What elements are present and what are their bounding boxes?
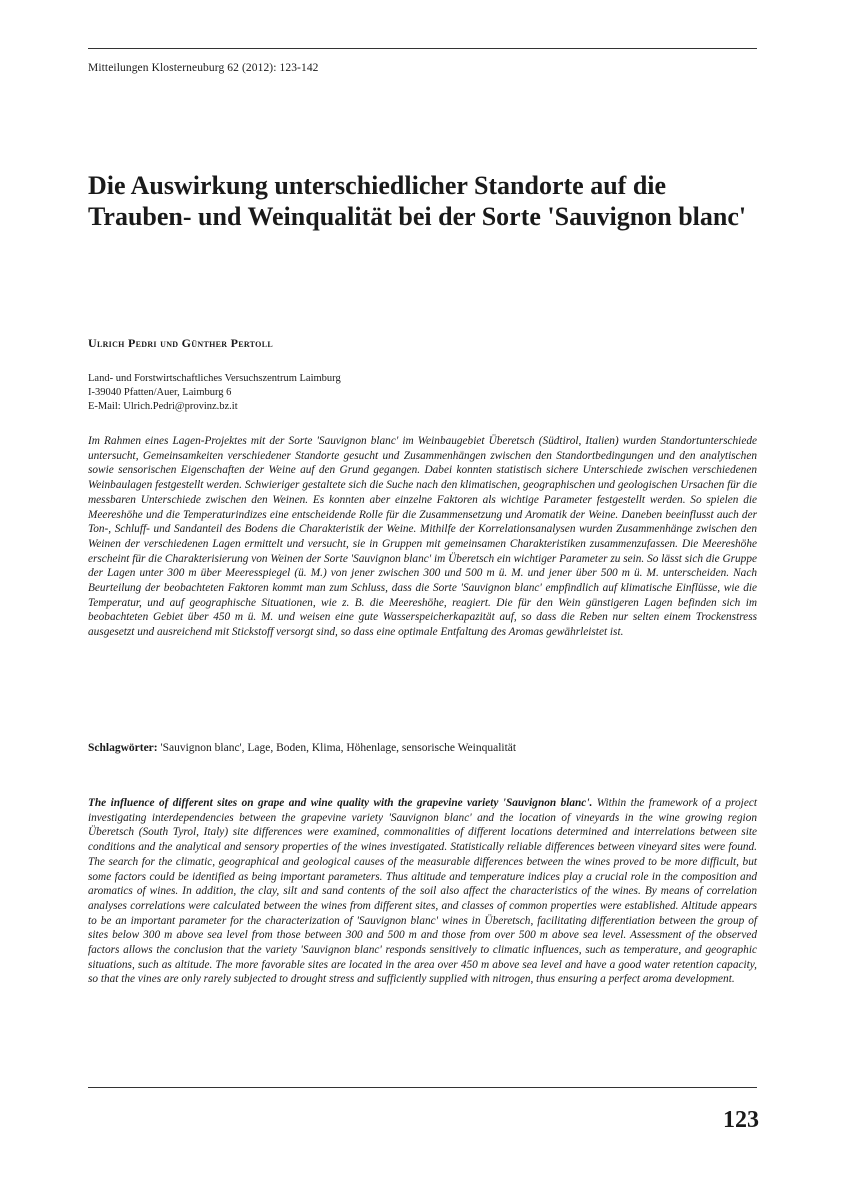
footer-rule (88, 1087, 757, 1088)
page-number: 123 (723, 1107, 759, 1133)
abstract-english (88, 796, 757, 987)
keywords (88, 741, 757, 756)
english-title: The influence of different sites on grape and wine quality with the grapevine variety 'Sauvignon blanc'. (88, 797, 593, 809)
article-authors: Ulrich Pedri und Günther Pertoll (88, 336, 273, 350)
abstract-german: Im Rahmen eines Lagen-Projektes mit der Sorte 'Sauvignon blanc' im Weinbaugebiet Überetsch (Südtirol, Italien) wurden Standortunterschiede untersucht, Gemeinsamkeiten verschiedener Standorte gesucht und Zusammenhängen zwischen den Standortbedingungen und den analytischen sowie sensorischen Eigenschaften der Weine auf den Grund gegangen. Dabei konnten statistisch sichere Unterschiede zwischen verschiedenen Weinbaulagen festgestellt werden. Schwieriger gestaltete sich die Suche nach den klimatischen, geographischen und geologischen Ursachen für die messbaren Unterschiede zwischen den Weinen. Es konnten aber einzelne Faktoren als wichtige Parameter festgestellt werden. So spielen die Meereshöhe und die Temperaturindizes eine entscheidende Rolle für die Zusammensetzung und Aromatik der Weine. Daneben beeinflusst auch der Ton-, Schluff- und Sandanteil des Bodens die Charakteristik der Weine. Mithilfe der Korrelationsanalysen wurden Zusammenhänge zwischen den Weinen der verschiedenen Lagen ermittelt und versucht, sie in Gruppen mit gemeinsamen Charakteristiken zusammenzufassen. Die Meereshöhe erscheint für die Charakterisierung von Weinen der Sorte 'Sauvignon blanc' im Überetsch ein wichtiger Parameter zu sein. So lässt sich die Gruppe der Lagen unter 300 m über Meeresspiegel (ü. M.) von jener zwischen 300 und 500 m ü. M. und jener über 500 m ü. M. unterscheiden. Nach Beurteilung der beobachteten Faktoren kommt man zum Schluss, dass die Sorte 'Sauvignon blanc' empfindlich auf klimatische Einflüsse, wie die Temperatur, und auf geographische Situationen, wie z. B. die Meereshöhe, reagiert. Die für den Wein günstigeren Lagen befinden sich im beobachteten Gebiet über 450 m ü. M. und weisen eine gute Wasserspeicherkapazität auf, so dass die Reben nur selten einem Trockenstress ausgesetzt und ausreichend mit Stickstoff versorgt sind, so dass eine optimale Entfaltung des Aromas gewährleistet ist. (88, 435, 757, 639)
journal-citation: Mitteilungen Klosterneuburg 62 (2012): 123-142 (88, 62, 319, 74)
article-title: Die Auswirkung unterschiedlicher Standorte auf die Trauben- und Weinqualität bei der Sorte 'Sauvignon blanc' (88, 171, 747, 231)
affiliation-address: I-39040 Pfatten/Auer, Laimburg 6 (88, 387, 232, 398)
english-abstract-text: Within the framework of a project investigating interdependencies between the grapevine variety 'Sauvignon blanc' and the location of vineyards in the wine growing region Überetsch (South Tyrol, Italy) site differences were examined, commonalities of different locations determined and interrelations between site conditions and the analytical and sensory properties of the wines investigated. Statistically reliable differences between vineyard sites were found. The search for the climatic, geographical and geological causes of the measurable differences between the wines proved to be more difficult, but some factors could be identified as being important parameters. Thus altitude and temperature indices play a crucial role in the composition and aromatics of wines. In addition, the clay, silt and sand contents of the soil also affect the characteristics of the wines. By means of correlation analyses correlations were calculated between the wines from different sites, and classes of common properties were established. Altitude appears to be an important parameter for the characterization of 'Sauvignon blanc' wines in Überetsch, facilitating differentiation between the group of sites below 300 m above sea level from those between 300 and 500 m and those from over 500 m above sea level. Assessment of the observed factors allows the conclusion that the variety 'Sauvignon blanc' responds sensitively to climatic influences, such as temperature, and geographic situations, such as altitude. The more favorable sites are located in the area over 450 m above sea level and have a good water retention capacity, so that the vines are only rarely subjected to drought stress and sufficiently supplied with nitrogen, thus ensuring a perfect aroma development. (88, 797, 757, 986)
keywords-label: Schlagwörter: (88, 742, 158, 754)
affiliation-institute: Land- und Forstwirtschaftliches Versuchszentrum Laimburg (88, 373, 341, 384)
keywords-list: 'Sauvignon blanc', Lage, Boden, Klima, Höhenlage, sensorische Weinqualität (160, 742, 517, 754)
author-affiliation (88, 372, 341, 414)
affiliation-email: E-Mail: Ulrich.Pedri@provinz.bz.it (88, 401, 238, 412)
header-rule (88, 48, 757, 49)
